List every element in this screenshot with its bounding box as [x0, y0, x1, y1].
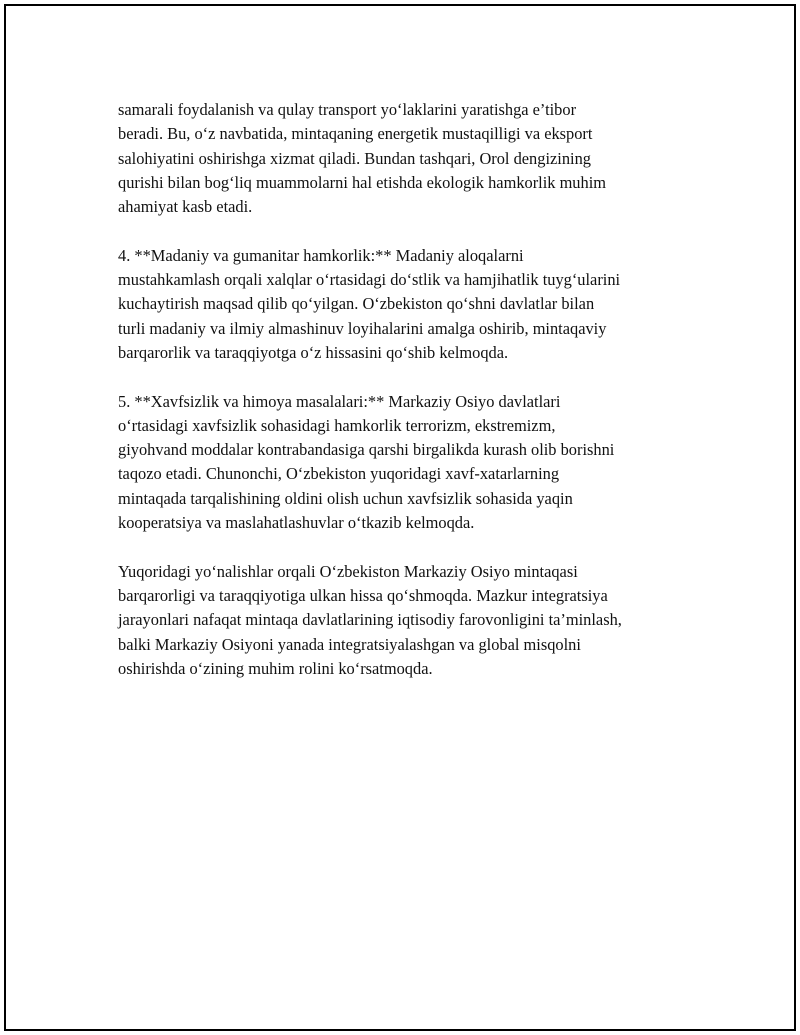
paragraph-environment-cooperation — [118, 98, 703, 219]
text-line: barqarorlik va taraqqiyotga o‘z hissasini qo‘shib kelmoqda. — [118, 342, 509, 362]
text-line: qurishi bilan bog‘liq muammolarni hal etishda ekologik hamkorlik muhim — [118, 172, 607, 192]
paragraph-conclusion — [118, 560, 703, 681]
document-body — [118, 98, 703, 705]
text-line: 4. **Madaniy va gumanitar hamkorlik:** Madaniy aloqalarni — [118, 245, 524, 265]
text-line: barqarorligi va taraqqiyotiga ulkan hissa qo‘shmoqda. Mazkur integratsiya — [118, 585, 608, 605]
text-line: kuchaytirish maqsad qilib qo‘yilgan. O‘zbekiston qo‘shni davlatlar bilan — [118, 294, 595, 314]
text-line: balki Markaziy Osiyoni yanada integratsiyalashgan va global misqolni — [118, 634, 581, 654]
document-page — [4, 4, 796, 1031]
text-line: kooperatsiya va maslahatlashuvlar o‘tkazib kelmoqda. — [118, 513, 475, 533]
text-line: Yuqoridagi yo‘nalishlar orqali O‘zbekiston Markaziy Osiyo mintaqasi — [118, 561, 578, 581]
text-line: giyohvand moddalar kontrabandasiga qarshi birgalikda kurash olib borishni — [118, 440, 615, 460]
text-line: mintaqada tarqalishining oldini olish uchun xavfsizlik sohasida yaqin — [118, 488, 573, 508]
text-line: oshirishda o‘zining muhim rolini ko‘rsatmoqda. — [118, 658, 433, 678]
text-line: jarayonlari nafaqat mintaqa davlatlarining iqtisodiy farovonligini ta’minlash, — [118, 610, 622, 630]
paragraph-security-cooperation — [118, 390, 703, 536]
text-line: 5. **Xavfsizlik va himoya masalalari:** Markaziy Osiyo davlatlari — [118, 391, 561, 411]
text-line: ahamiyat kasb etadi. — [118, 197, 253, 217]
text-line: salohiyatini oshirishga xizmat qiladi. Bundan tashqari, Orol dengizining — [118, 148, 591, 168]
text-line: beradi. Bu, o‘z navbatida, mintaqaning energetik mustaqilligi va eksport — [118, 124, 593, 144]
text-line: o‘rtasidagi xavfsizlik sohasidagi hamkorlik terrorizm, ekstremizm, — [118, 415, 556, 435]
text-line: mustahkamlash orqali xalqlar o‘rtasidagi do‘stlik va hamjihatlik tuyg‘ularini — [118, 270, 621, 290]
paragraph-cultural-cooperation — [118, 244, 703, 365]
text-line: turli madaniy va ilmiy almashinuv loyihalarini amalga oshirib, mintaqaviy — [118, 318, 607, 338]
text-line: taqozo etadi. Chunonchi, O‘zbekiston yuqoridagi xavf-xatarlarning — [118, 464, 560, 484]
text-line: samarali foydalanish va qulay transport yo‘laklarini yaratishga e’tibor — [118, 100, 577, 119]
